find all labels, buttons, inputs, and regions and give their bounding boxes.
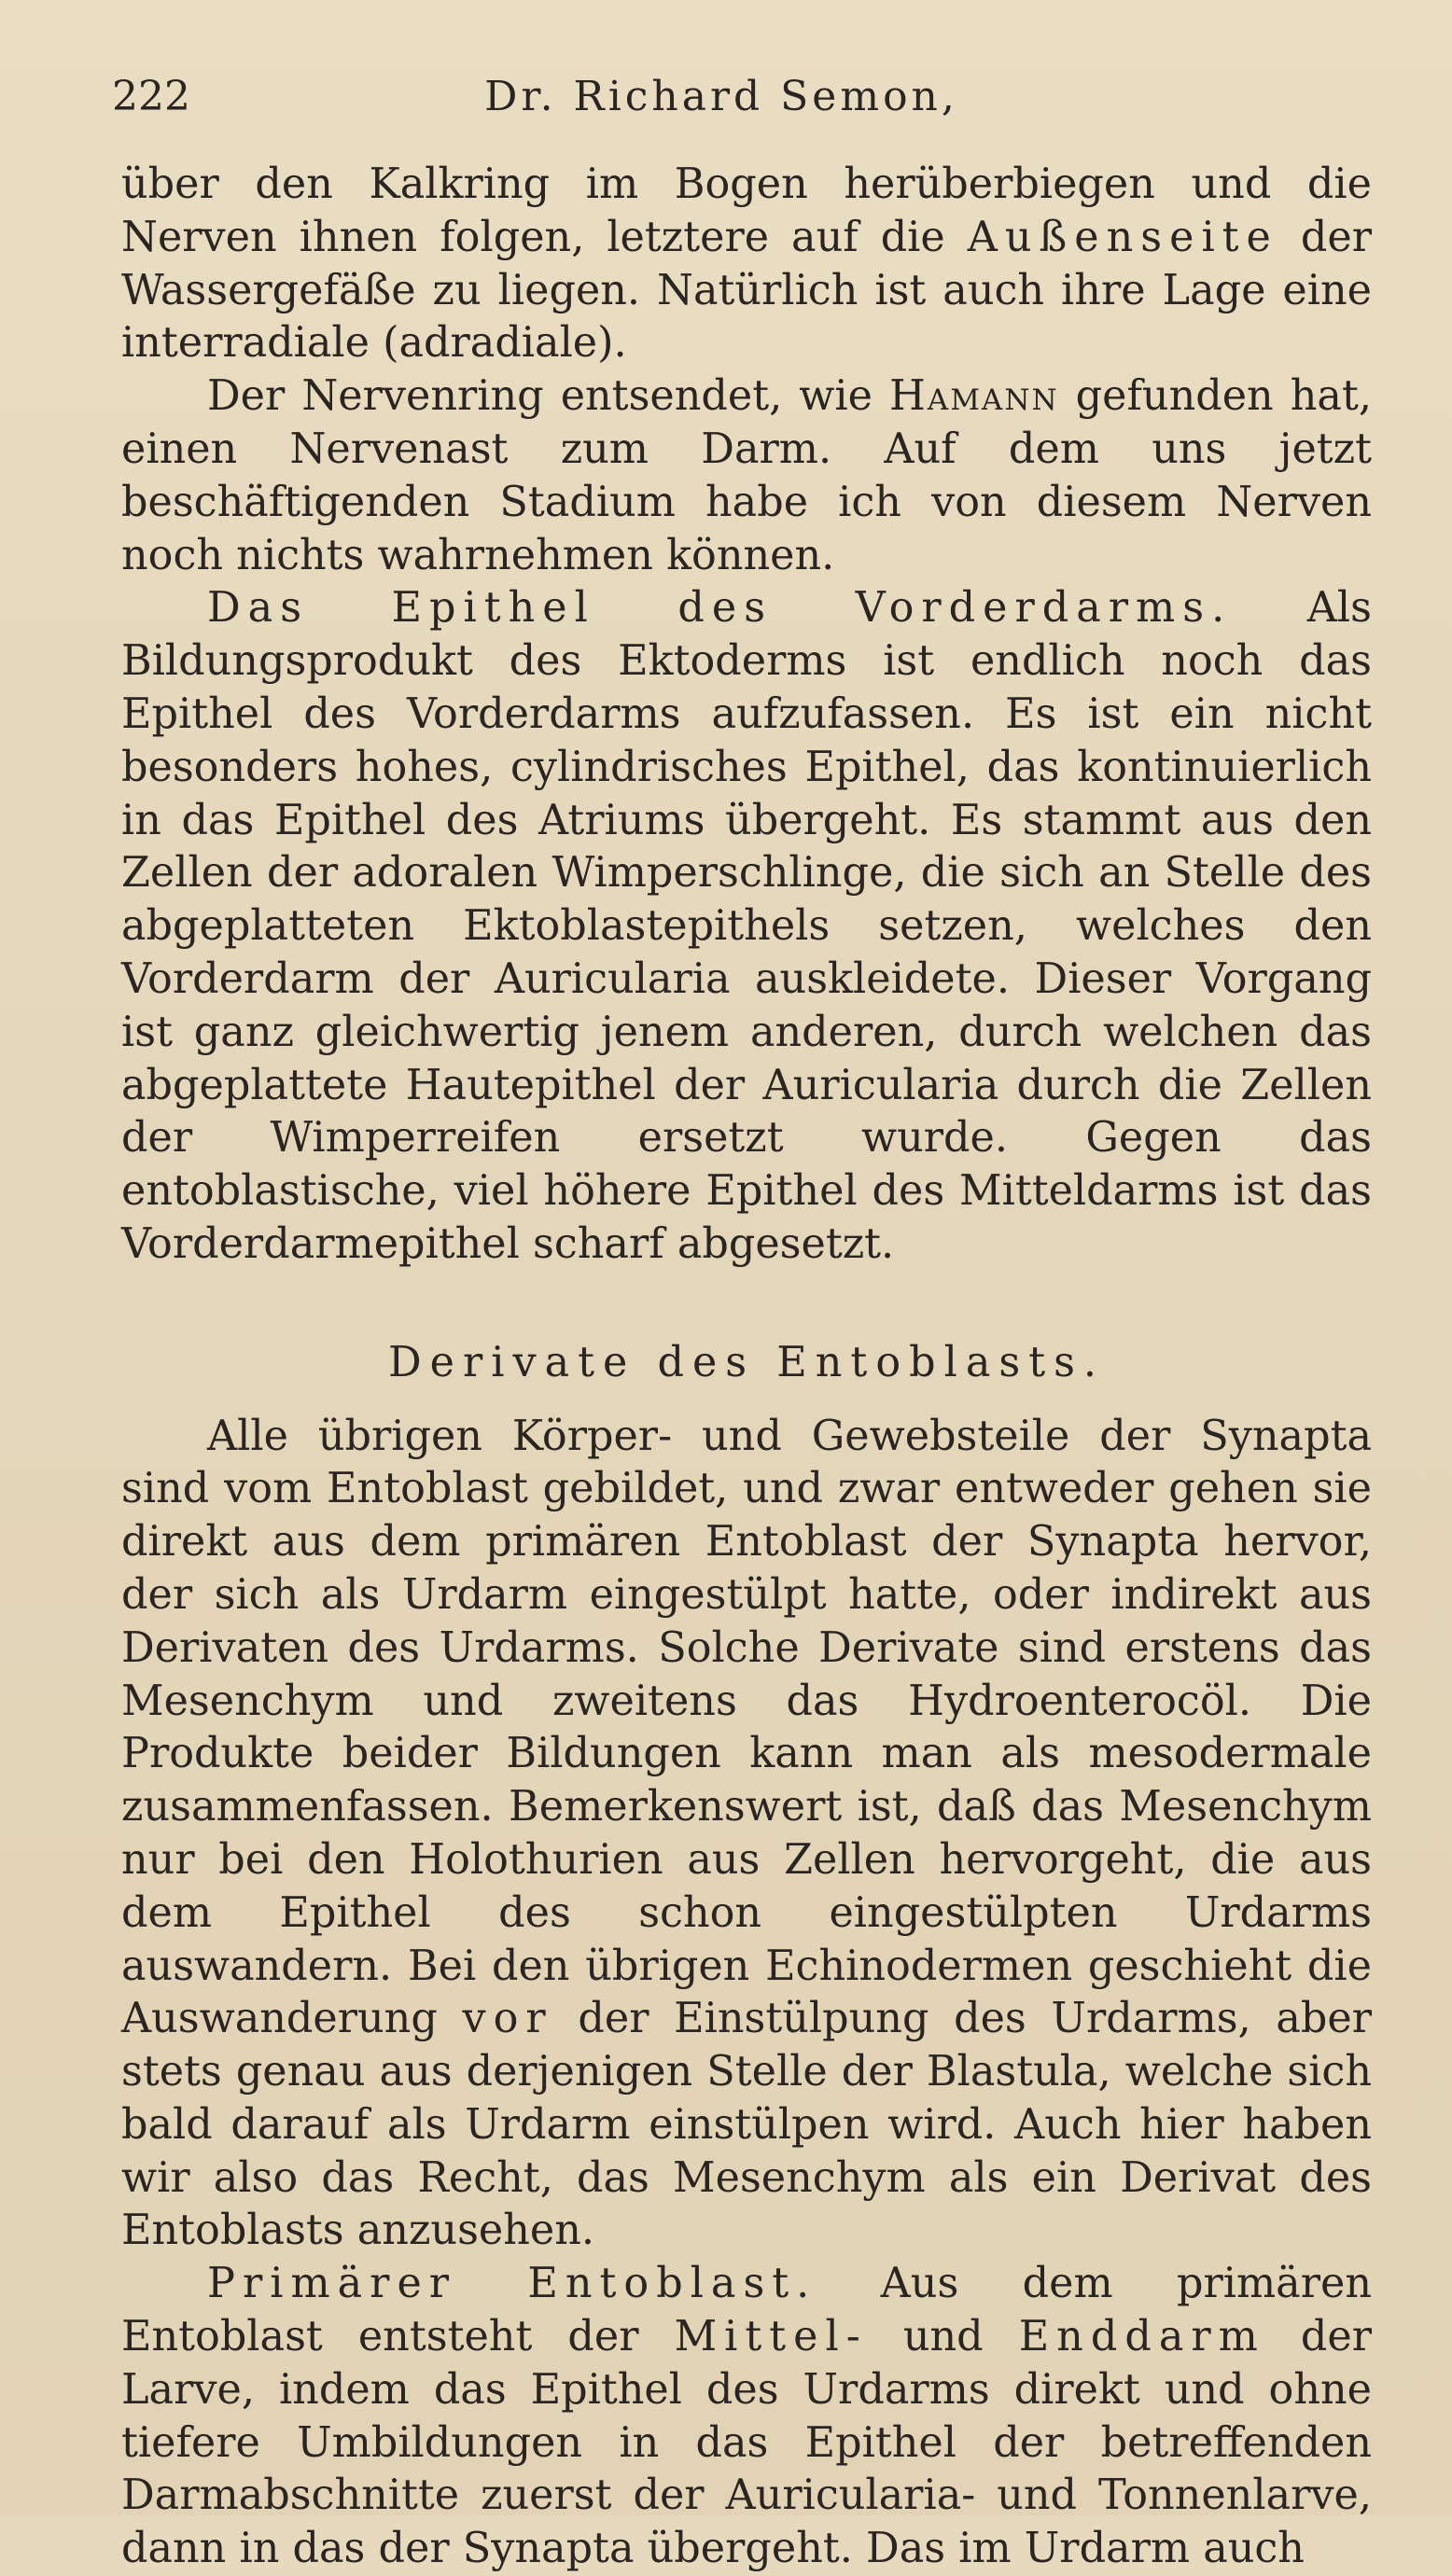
spaced-term: vor	[462, 1995, 553, 2043]
section-heading: Derivate des Entoblasts.	[387, 1338, 1106, 1386]
paragraph-heading: Primärer Entoblast.	[207, 2260, 817, 2308]
paragraph-1: über den Kalkring im Bogen herüberbiegen und die Nerven ihnen folgen, letztere auf die Außenseite der Wassergefäße zu liegen. Natürlich ist auch ihre Lage eine interradiale (adradiale).	[121, 160, 1372, 368]
paragraph-5: Primärer Entoblast. Aus dem primären Entoblast entsteht der Mittel- und Enddarm der Larve, indem das Epithel des Urdarms direkt und ohne tiefere Umbildungen in das Epithel der betreffenden Darmabschnitte zuerst der Auricularia- und Tonnenlarve, dann in das der Synapta übergeht. Das im Urdarm auch	[121, 2260, 1372, 2573]
paragraph-heading: Das Epithel des Vorderdarms.	[207, 584, 1233, 633]
paragraph-4: Alle übrigen Körper- und Gewebsteile der Synapta sind vom Entoblast gebildet, und zwar entweder gehen sie direkt aus dem primären Entoblast der Synapta hervor, der sich als Urdarm eingestülpt hatte, oder indirekt aus Derivaten des Urdarms. Solche Derivate sind erstens das Mesenchym und zweitens das Hydroenterocöl. Die Produkte beider Bildungen kann man als mesodermale zusammenfassen. Bemerkenswert ist, daß das Mesenchym nur bei den Holothurien aus Zellen hervorgeht, die aus dem Epithel des schon eingestülpten Urdarms auswandern. Bei den übrigen Echinodermen geschieht die Auswanderung vor der Einstülpung des Urdarms, aber stets genau aus derjenigen Stelle der Blastula, welche sich bald darauf als Urdarm einstülpen wird. Auch hier haben wir also das Recht, das Mesenchym als ein Derivat des Entoblasts anzusehen.	[121, 1412, 1372, 2255]
paragraph-2: Der Nervenring entsendet, wie Hamann gefunden hat, einen Nervenast zum Darm. Auf dem uns jetzt beschäftigenden Stadium habe ich von diesem Nerven noch nichts wahrnehmen können.	[121, 372, 1372, 579]
author-name: Hamann	[889, 372, 1059, 421]
page-number: 222	[112, 73, 190, 120]
spaced-term: Außenseite	[967, 213, 1278, 261]
running-head: Dr. Richard Semon,	[484, 73, 958, 120]
page-header	[112, 73, 1331, 138]
spaced-term: Enddarm	[1018, 2313, 1265, 2361]
body-text	[121, 159, 1372, 2576]
spaced-term: Mittel-	[674, 2313, 868, 2361]
paragraph-3: Das Epithel des Vorderdarms. Als Bildungsprodukt des Ektoderms ist endlich noch das Epithel des Vorderdarms aufzufassen. Es ist ein nicht besonders hohes, cylindrisches Epithel, das kontinuierlich in das Epithel des Atriums übergeht. Es stammt aus den Zellen der adoralen Wimperschlinge, die sich an Stelle des abgeplatteten Ektoblastepithels setzen, welches den Vorderdarm der Auricularia auskleidete. Dieser Vorgang ist ganz gleichwertig jenem anderen, durch welchen das abgeplattete Hautepithel der Auricularia durch die Zellen der Wimperreifen ersetzt wurde. Gegen das entoblastische, viel höhere Epithel des Mitteldarms ist das Vorderdarmepithel scharf abgesetzt.	[121, 584, 1372, 1268]
